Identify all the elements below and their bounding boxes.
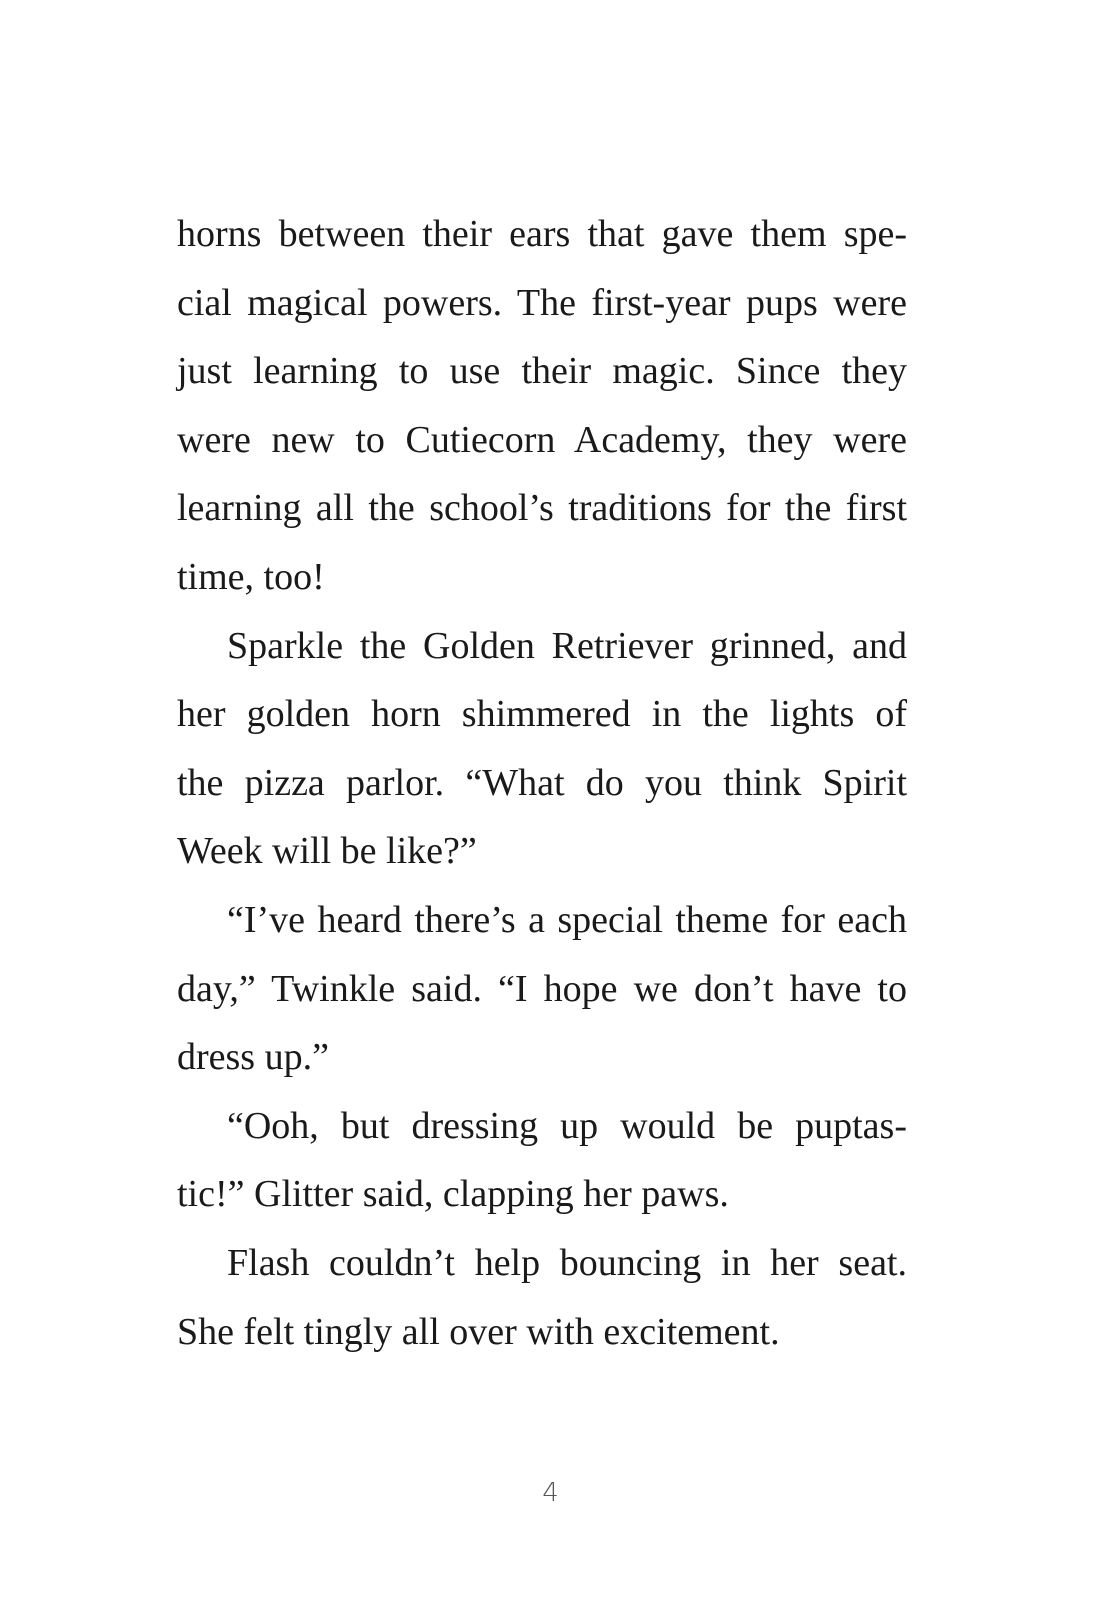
text-line: day,” Twinkle said. “I hope we don’t have to bbox=[177, 967, 907, 1010]
text-line: Sparkle the Golden Retriever grinned, and bbox=[227, 624, 907, 667]
text-line: her golden horn shimmered in the lights of bbox=[177, 693, 907, 736]
text-line: Flash couldn’t help bouncing in her seat. bbox=[227, 1241, 907, 1284]
page-number: 4 bbox=[542, 1478, 559, 1508]
text-line: were new to Cutiecorn Academy, they were bbox=[177, 418, 907, 461]
text-line: dress up.” bbox=[177, 1036, 329, 1079]
text-line: cial magical powers. The first-year pups were bbox=[177, 281, 907, 324]
text-line: horns between their ears that gave them spe- bbox=[177, 213, 907, 255]
text-line: She felt tingly all over with excitement. bbox=[177, 1310, 780, 1353]
body-text bbox=[177, 200, 907, 1366]
text-line: just learning to use their magic. Since they bbox=[177, 350, 907, 393]
text-line: “I’ve heard there’s a special theme for each bbox=[227, 898, 907, 941]
text-line: tic!” Glitter said, clapping her paws. bbox=[177, 1173, 729, 1216]
text-line: time, too! bbox=[177, 555, 325, 598]
text-line: “Ooh, but dressing up would be puptas- bbox=[227, 1104, 907, 1147]
text-line: the pizza parlor. “What do you think Spirit bbox=[177, 761, 907, 804]
text-line: Week will be like?” bbox=[177, 830, 477, 873]
text-line: learning all the school’s traditions for the first bbox=[177, 487, 907, 530]
